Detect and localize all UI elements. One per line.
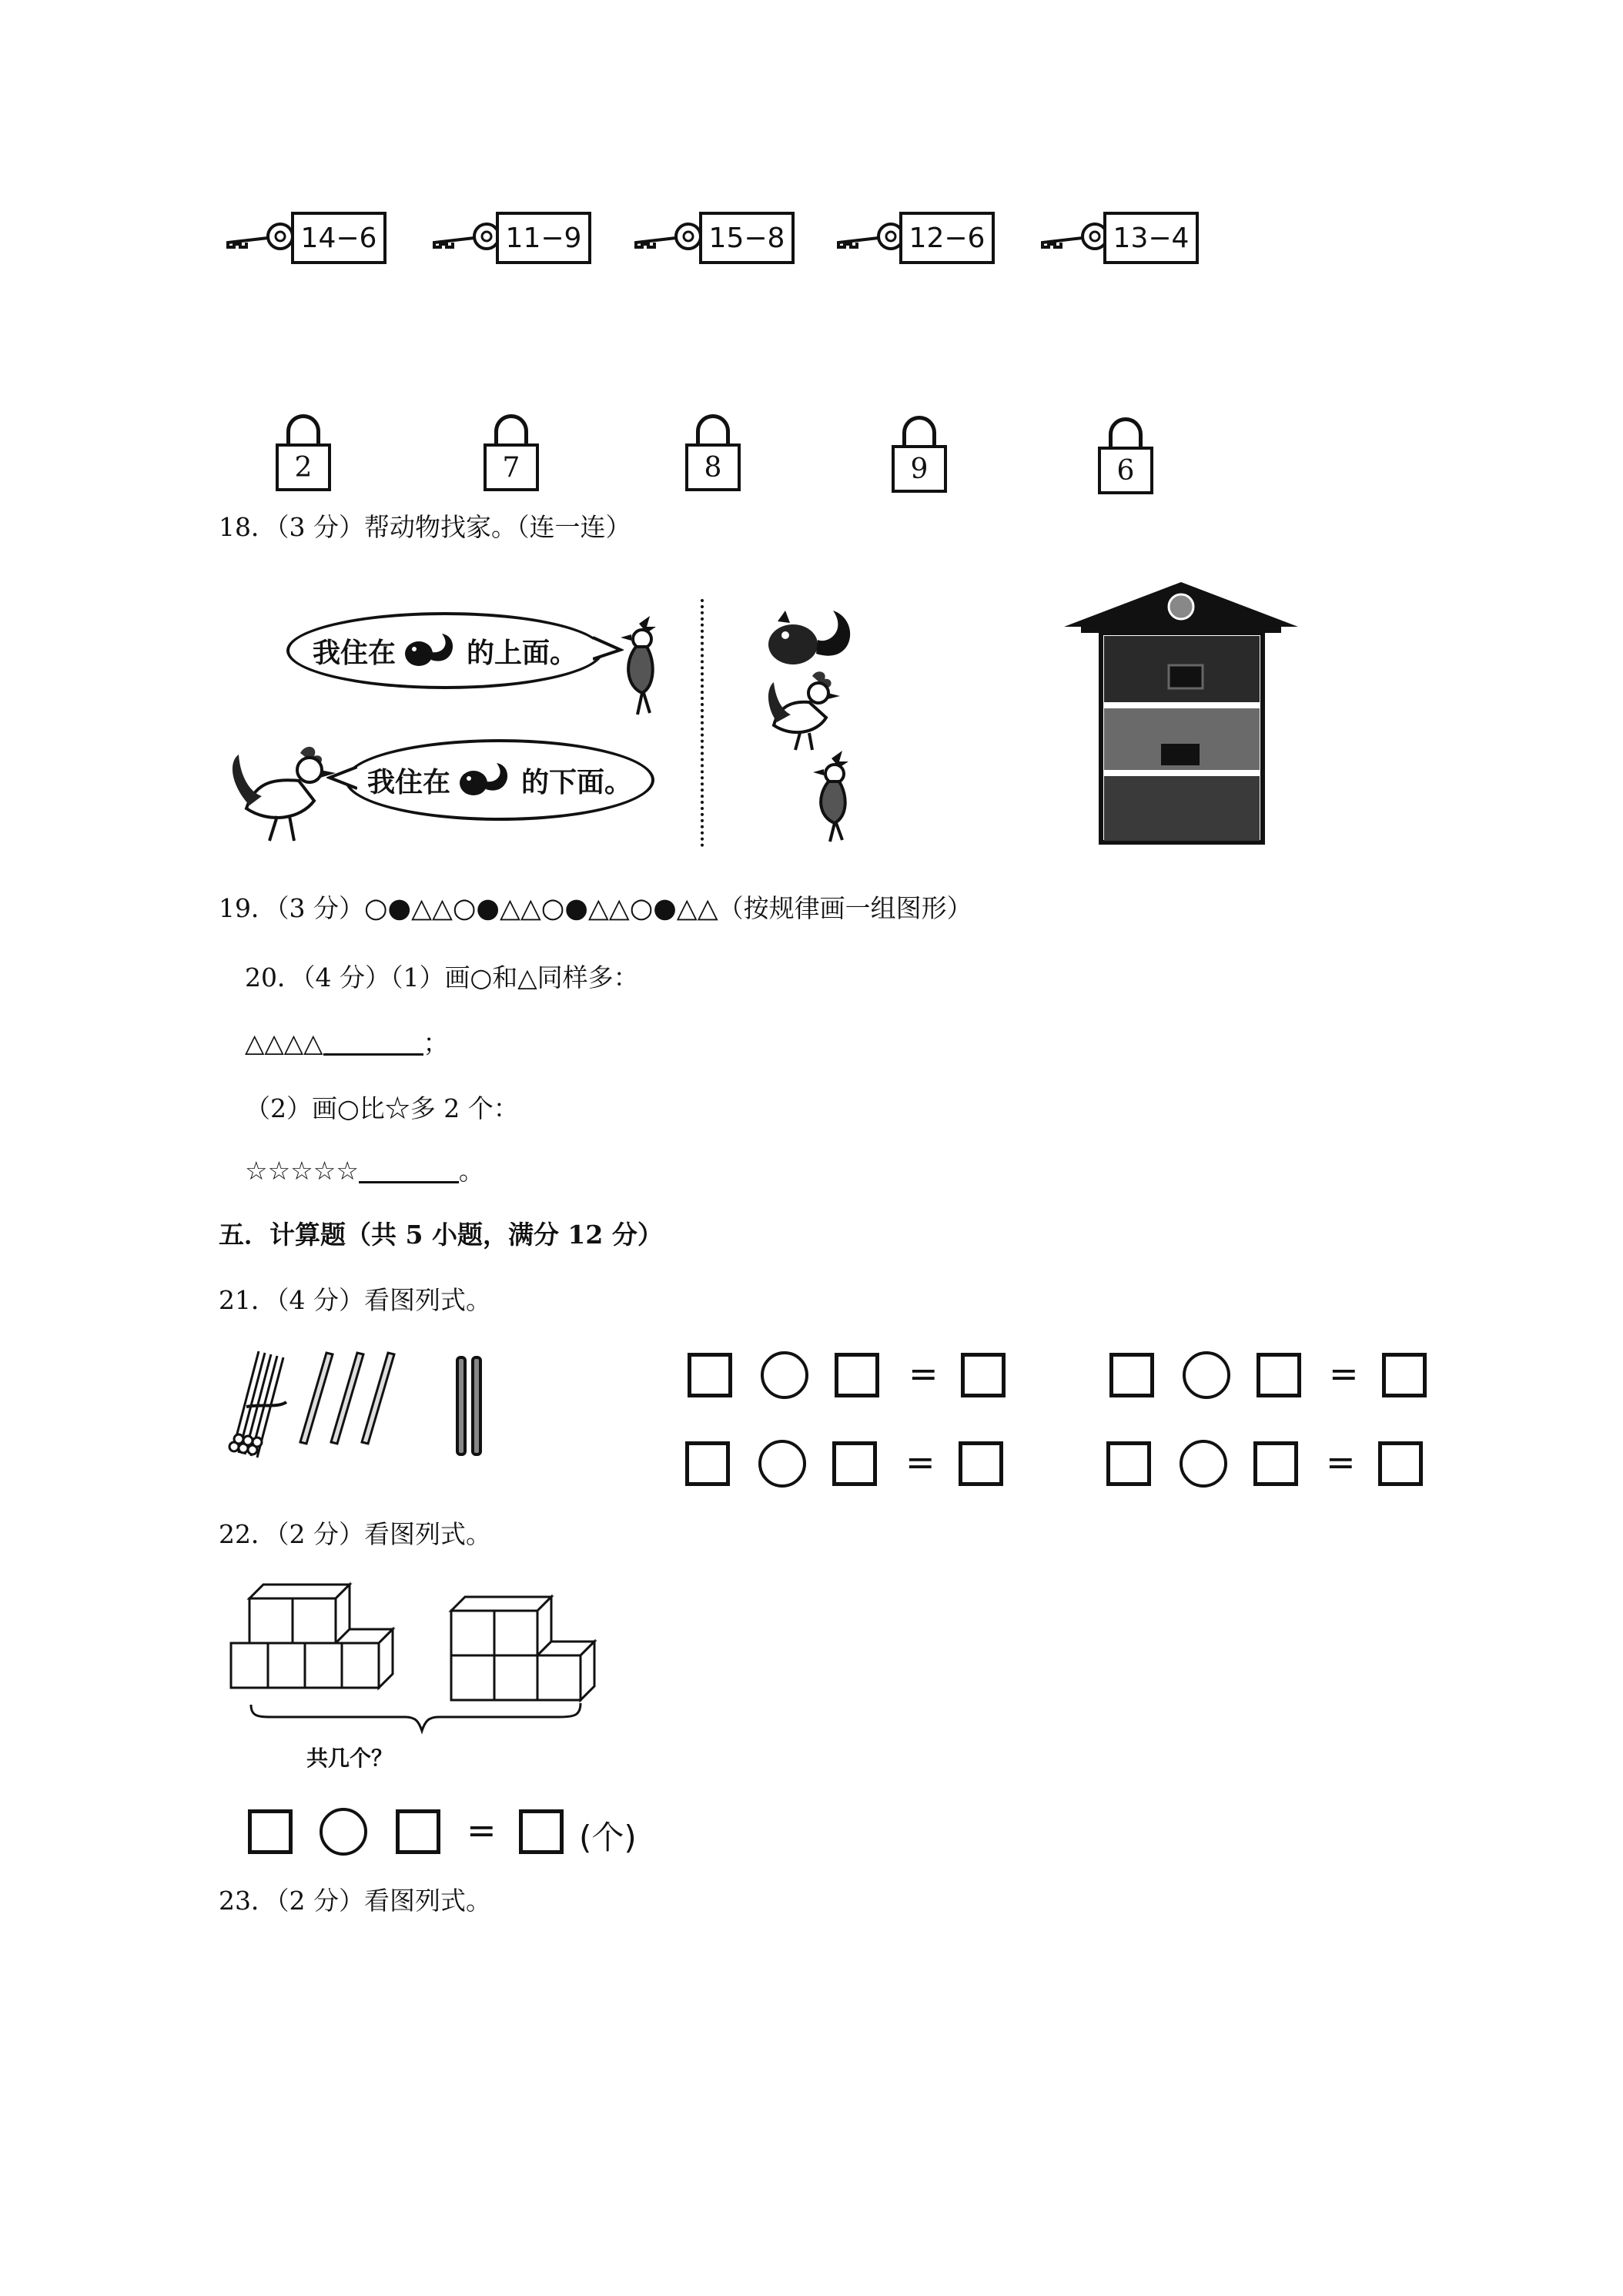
- lock-number: 7: [484, 443, 539, 491]
- operator-circle[interactable]: [1183, 1351, 1230, 1399]
- key-icon: [835, 219, 905, 258]
- cubes-caption: 共几个？: [306, 1745, 393, 1771]
- squirrel-icon: [400, 629, 462, 672]
- question-18-title: 18．（3 分）帮动物找家。（连一连）: [219, 512, 631, 542]
- lock-number: 8: [685, 443, 741, 491]
- lock-number: 2: [276, 443, 331, 491]
- question-19: [219, 895, 972, 922]
- lock-icon: [685, 414, 741, 491]
- sticks-illustration: [223, 1344, 531, 1467]
- key-icon: [1039, 219, 1109, 258]
- house-illustration: [1061, 579, 1301, 845]
- lock-number: 9: [892, 445, 947, 493]
- key-icon: [633, 219, 702, 258]
- answer-box[interactable]: [396, 1809, 440, 1854]
- speech-bubble-top: [286, 612, 604, 689]
- equals-sign: =: [1326, 1441, 1356, 1483]
- answer-box[interactable]: [1378, 1441, 1423, 1486]
- squirrel-icon: [762, 604, 862, 674]
- key-expression: 13−4: [1103, 212, 1199, 264]
- key-expression: 15−8: [699, 212, 795, 264]
- answer-box[interactable]: [959, 1441, 1003, 1486]
- cubes-illustration: [228, 1580, 628, 1765]
- key-expression: 11−9: [496, 212, 591, 264]
- answer-blank[interactable]: [359, 1160, 459, 1183]
- key-expression: 14−6: [291, 212, 387, 264]
- key-icon: [225, 219, 294, 258]
- bubble-text: 我住在: [366, 766, 450, 798]
- question-19-prefix: 19．（3 分）: [219, 893, 364, 923]
- lock-icon: [276, 414, 331, 491]
- key-expression: 12−6: [899, 212, 995, 264]
- bird-icon: [808, 751, 862, 843]
- star-row: ☆☆☆☆☆: [245, 1156, 359, 1186]
- lock-icon: [1098, 417, 1153, 494]
- answer-box[interactable]: [248, 1809, 293, 1854]
- section-5-heading: 五．计算题（共 5 小题，满分 12 分）: [219, 1220, 663, 1250]
- operator-circle[interactable]: [761, 1351, 808, 1399]
- speech-bubble-bottom: [345, 739, 654, 821]
- answer-box[interactable]: [1109, 1353, 1154, 1397]
- punctuation: 。: [458, 1156, 484, 1186]
- answer-box[interactable]: [685, 1441, 730, 1486]
- dotted-divider: [701, 599, 704, 847]
- question-21-title: 21．（4 分）看图列式。: [219, 1285, 491, 1315]
- equals-sign: =: [909, 1353, 939, 1394]
- equals-sign: =: [1329, 1353, 1359, 1394]
- answer-box[interactable]: [519, 1809, 564, 1854]
- rooster-icon: [766, 668, 858, 753]
- lock-icon: [892, 416, 947, 493]
- question-22-title: 22．（2 分）看图列式。: [219, 1519, 491, 1549]
- speech-bubble-tail: [326, 762, 357, 793]
- answer-box[interactable]: [961, 1353, 1006, 1397]
- operator-circle[interactable]: [1180, 1440, 1227, 1488]
- bubble-text: 我住在: [312, 637, 396, 669]
- question-20-line-1: [245, 1030, 449, 1056]
- answer-blank[interactable]: [323, 1032, 423, 1056]
- answer-box[interactable]: [1253, 1441, 1298, 1486]
- squirrel-icon: [455, 758, 517, 802]
- lock-number: 6: [1098, 447, 1153, 494]
- operator-circle[interactable]: [320, 1808, 367, 1856]
- operator-circle[interactable]: [758, 1440, 806, 1488]
- triangle-row: △△△△: [245, 1028, 323, 1058]
- answer-box[interactable]: [1257, 1353, 1301, 1397]
- unit-label: (个): [579, 1819, 637, 1856]
- punctuation: ；: [423, 1028, 449, 1058]
- equals-sign: =: [905, 1441, 935, 1483]
- bubble-text: 的上面。: [467, 637, 578, 669]
- answer-box[interactable]: [1382, 1353, 1427, 1397]
- bird-icon: [616, 616, 670, 716]
- key-icon: [431, 219, 500, 258]
- answer-box[interactable]: [1106, 1441, 1151, 1486]
- rooster-icon: [223, 739, 346, 847]
- question-20-line-2: [245, 1156, 484, 1186]
- lock-icon: [484, 414, 539, 491]
- answer-box[interactable]: [688, 1353, 732, 1397]
- question-20-title: 20．（4 分）（1）画○和△同样多：: [245, 962, 639, 992]
- question-23-title: 23．（2 分）看图列式。: [219, 1886, 491, 1916]
- bubble-text: 的下面。: [521, 766, 633, 798]
- question-20-sub-2: （2）画○比☆多 2 个：: [245, 1093, 519, 1123]
- question-19-suffix: （按规律画一组图形）: [718, 893, 972, 923]
- equals-sign: =: [467, 1809, 497, 1851]
- shape-pattern: ○●△△○●△△○●△△○●△△: [363, 893, 718, 924]
- answer-box[interactable]: [832, 1441, 877, 1486]
- answer-box[interactable]: [835, 1353, 879, 1397]
